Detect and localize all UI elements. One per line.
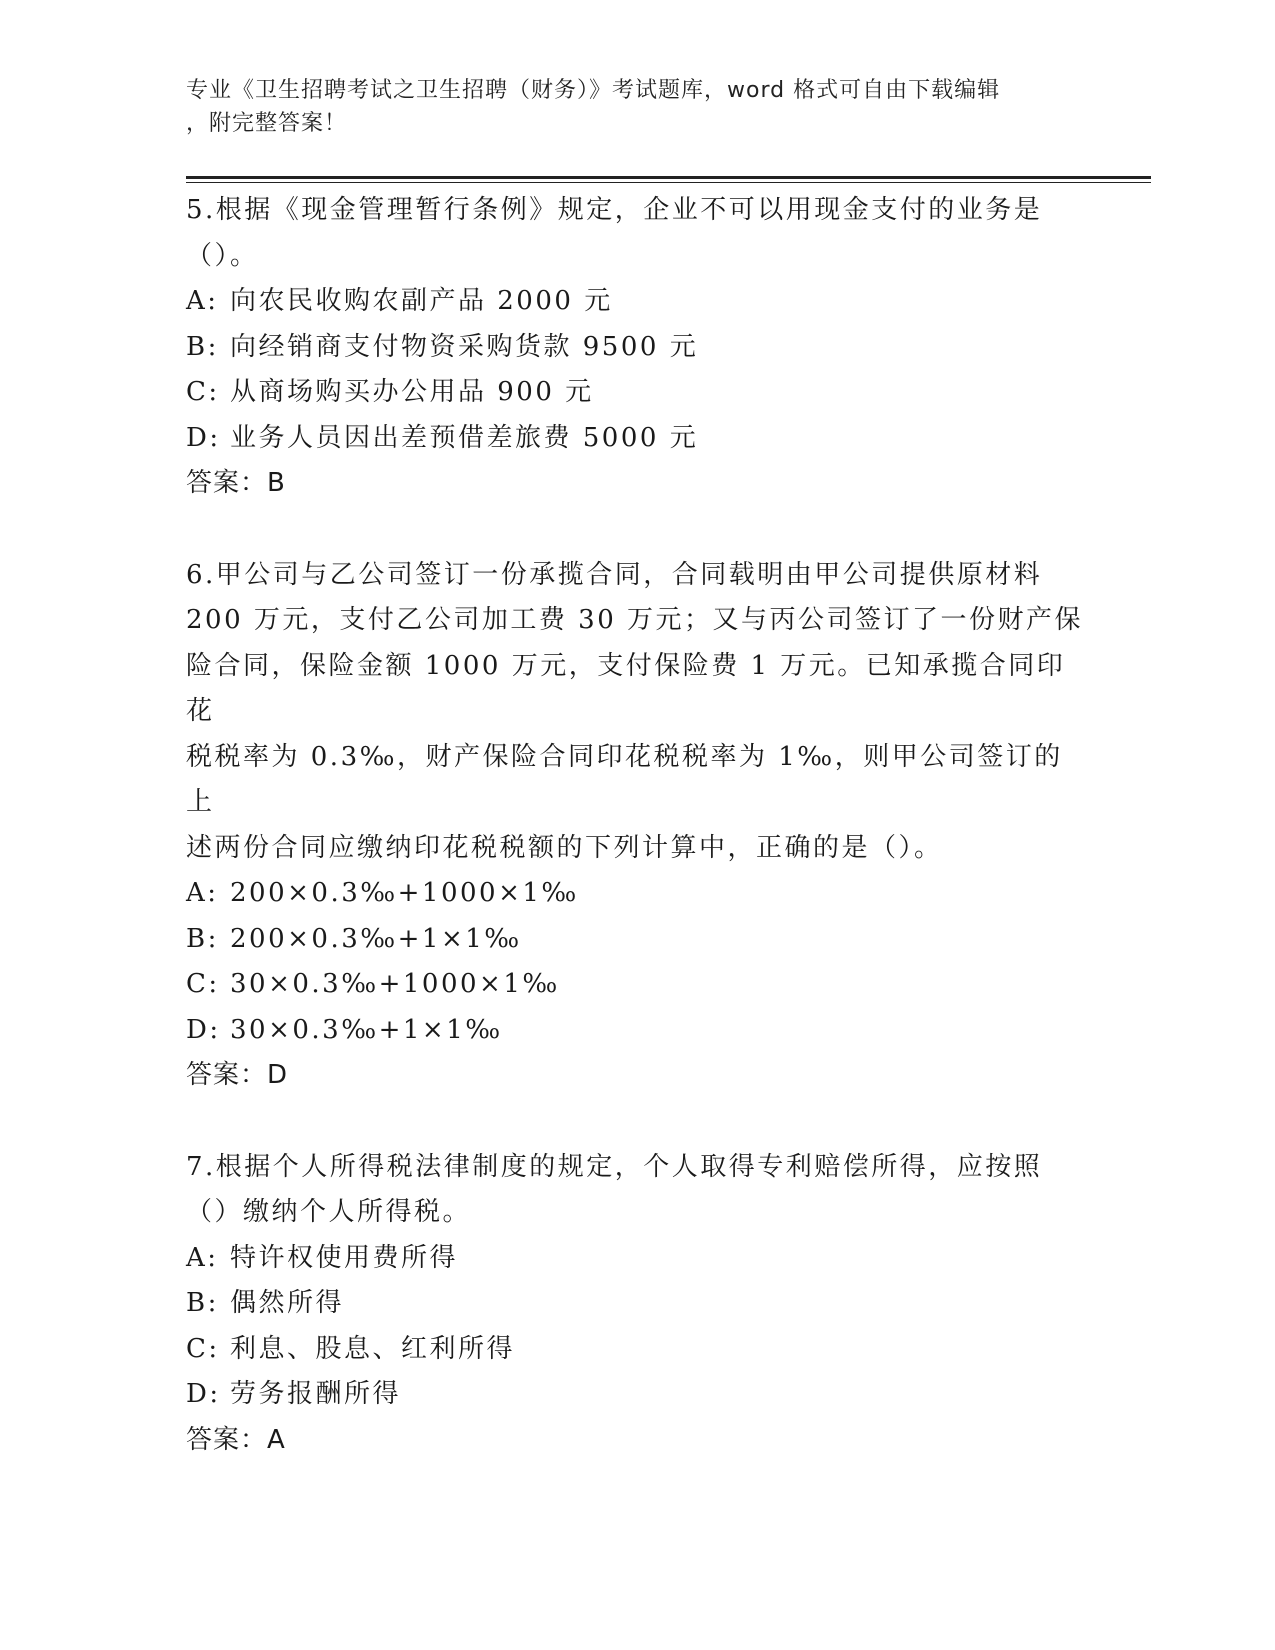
question-stem: 6.甲公司与乙公司签订一份承揽合同，合同载明由甲公司提供原材料 200 万元，支付乙公司加工费 30 万元；又与丙公司签订了一份财产保 险合同，保险金额 1000 万元，支付保险费 1 万元。已知承揽合同印花 税税率为 0.3‰，财产保险合同印花税税率为 1‰，则甲公司签订的上 述两份合同应缴纳印花税税额的下列计算中，正确的是（）。 (186, 559, 1084, 863)
answer-label: 答案：B (186, 468, 286, 498)
option-letter: C: (186, 377, 220, 407)
option-text: 利息、股息、红利所得 (230, 1333, 516, 1364)
option-letter: D: (186, 1014, 221, 1045)
option-c (186, 370, 1086, 416)
header-line-2: ，附完整答案！ (186, 111, 348, 136)
option-letter: B: (186, 1288, 219, 1318)
option-text: 向经销商支付物资采购货款 9500 元 (230, 331, 699, 362)
question-7 (186, 1145, 1086, 1464)
option-text: 30×0.3‰+1×1‰ (230, 1014, 503, 1045)
option-c (186, 1327, 1086, 1373)
question-6 (186, 553, 1086, 1099)
option-letter: A: (186, 286, 219, 316)
option-text: 向农民收购农副产品 2000 元 (230, 286, 613, 316)
option-text: 从商场购买办公用品 900 元 (230, 377, 594, 407)
question-5 (186, 188, 1086, 507)
option-letter: A: (186, 878, 219, 908)
answer-label: 答案：A (186, 1424, 286, 1455)
option-text: 偶然所得 (230, 1288, 345, 1318)
option-a (186, 1236, 1086, 1282)
header-divider-thick (186, 176, 1151, 179)
option-text: 特许权使用费所得 (230, 1242, 459, 1273)
option-a (186, 871, 1086, 917)
question-list (186, 188, 1086, 1509)
option-text: 200×0.3‰+1×1‰ (230, 923, 522, 954)
option-d (186, 1372, 1086, 1418)
option-letter: B: (186, 331, 219, 362)
option-d (186, 416, 1086, 462)
option-letter: A: (186, 1242, 219, 1273)
option-text: 劳务报酬所得 (230, 1379, 402, 1409)
header-divider-thin (186, 182, 1151, 183)
option-c (186, 962, 1086, 1008)
option-letter: C: (186, 969, 220, 999)
option-a (186, 279, 1086, 325)
option-text: 30×0.3‰+1000×1‰ (230, 969, 560, 999)
document-header (186, 74, 1066, 140)
question-stem: 5.根据《现金管理暂行条例》规定，企业不可以用现金支付的业务是 （）。 (186, 195, 1043, 271)
header-line-1: 专业《卫生招聘考试之卫生招聘（财务）》考试题库，word 格式可自由下载编辑 (186, 78, 1001, 103)
option-b (186, 325, 1086, 371)
option-b (186, 917, 1086, 963)
answer-label: 答案：D (186, 1060, 289, 1090)
option-letter: D: (186, 1379, 221, 1409)
option-b (186, 1281, 1086, 1327)
question-stem: 7.根据个人所得税法律制度的规定，个人取得专利赔偿所得，应按照 （）缴纳个人所得税。 (186, 1151, 1043, 1227)
option-text: 200×0.3‰+1000×1‰ (230, 878, 579, 908)
option-letter: B: (186, 923, 219, 954)
option-text: 业务人员因出差预借差旅费 5000 元 (230, 422, 699, 453)
option-letter: D: (186, 422, 221, 453)
option-letter: C: (186, 1333, 220, 1364)
option-d (186, 1008, 1086, 1054)
